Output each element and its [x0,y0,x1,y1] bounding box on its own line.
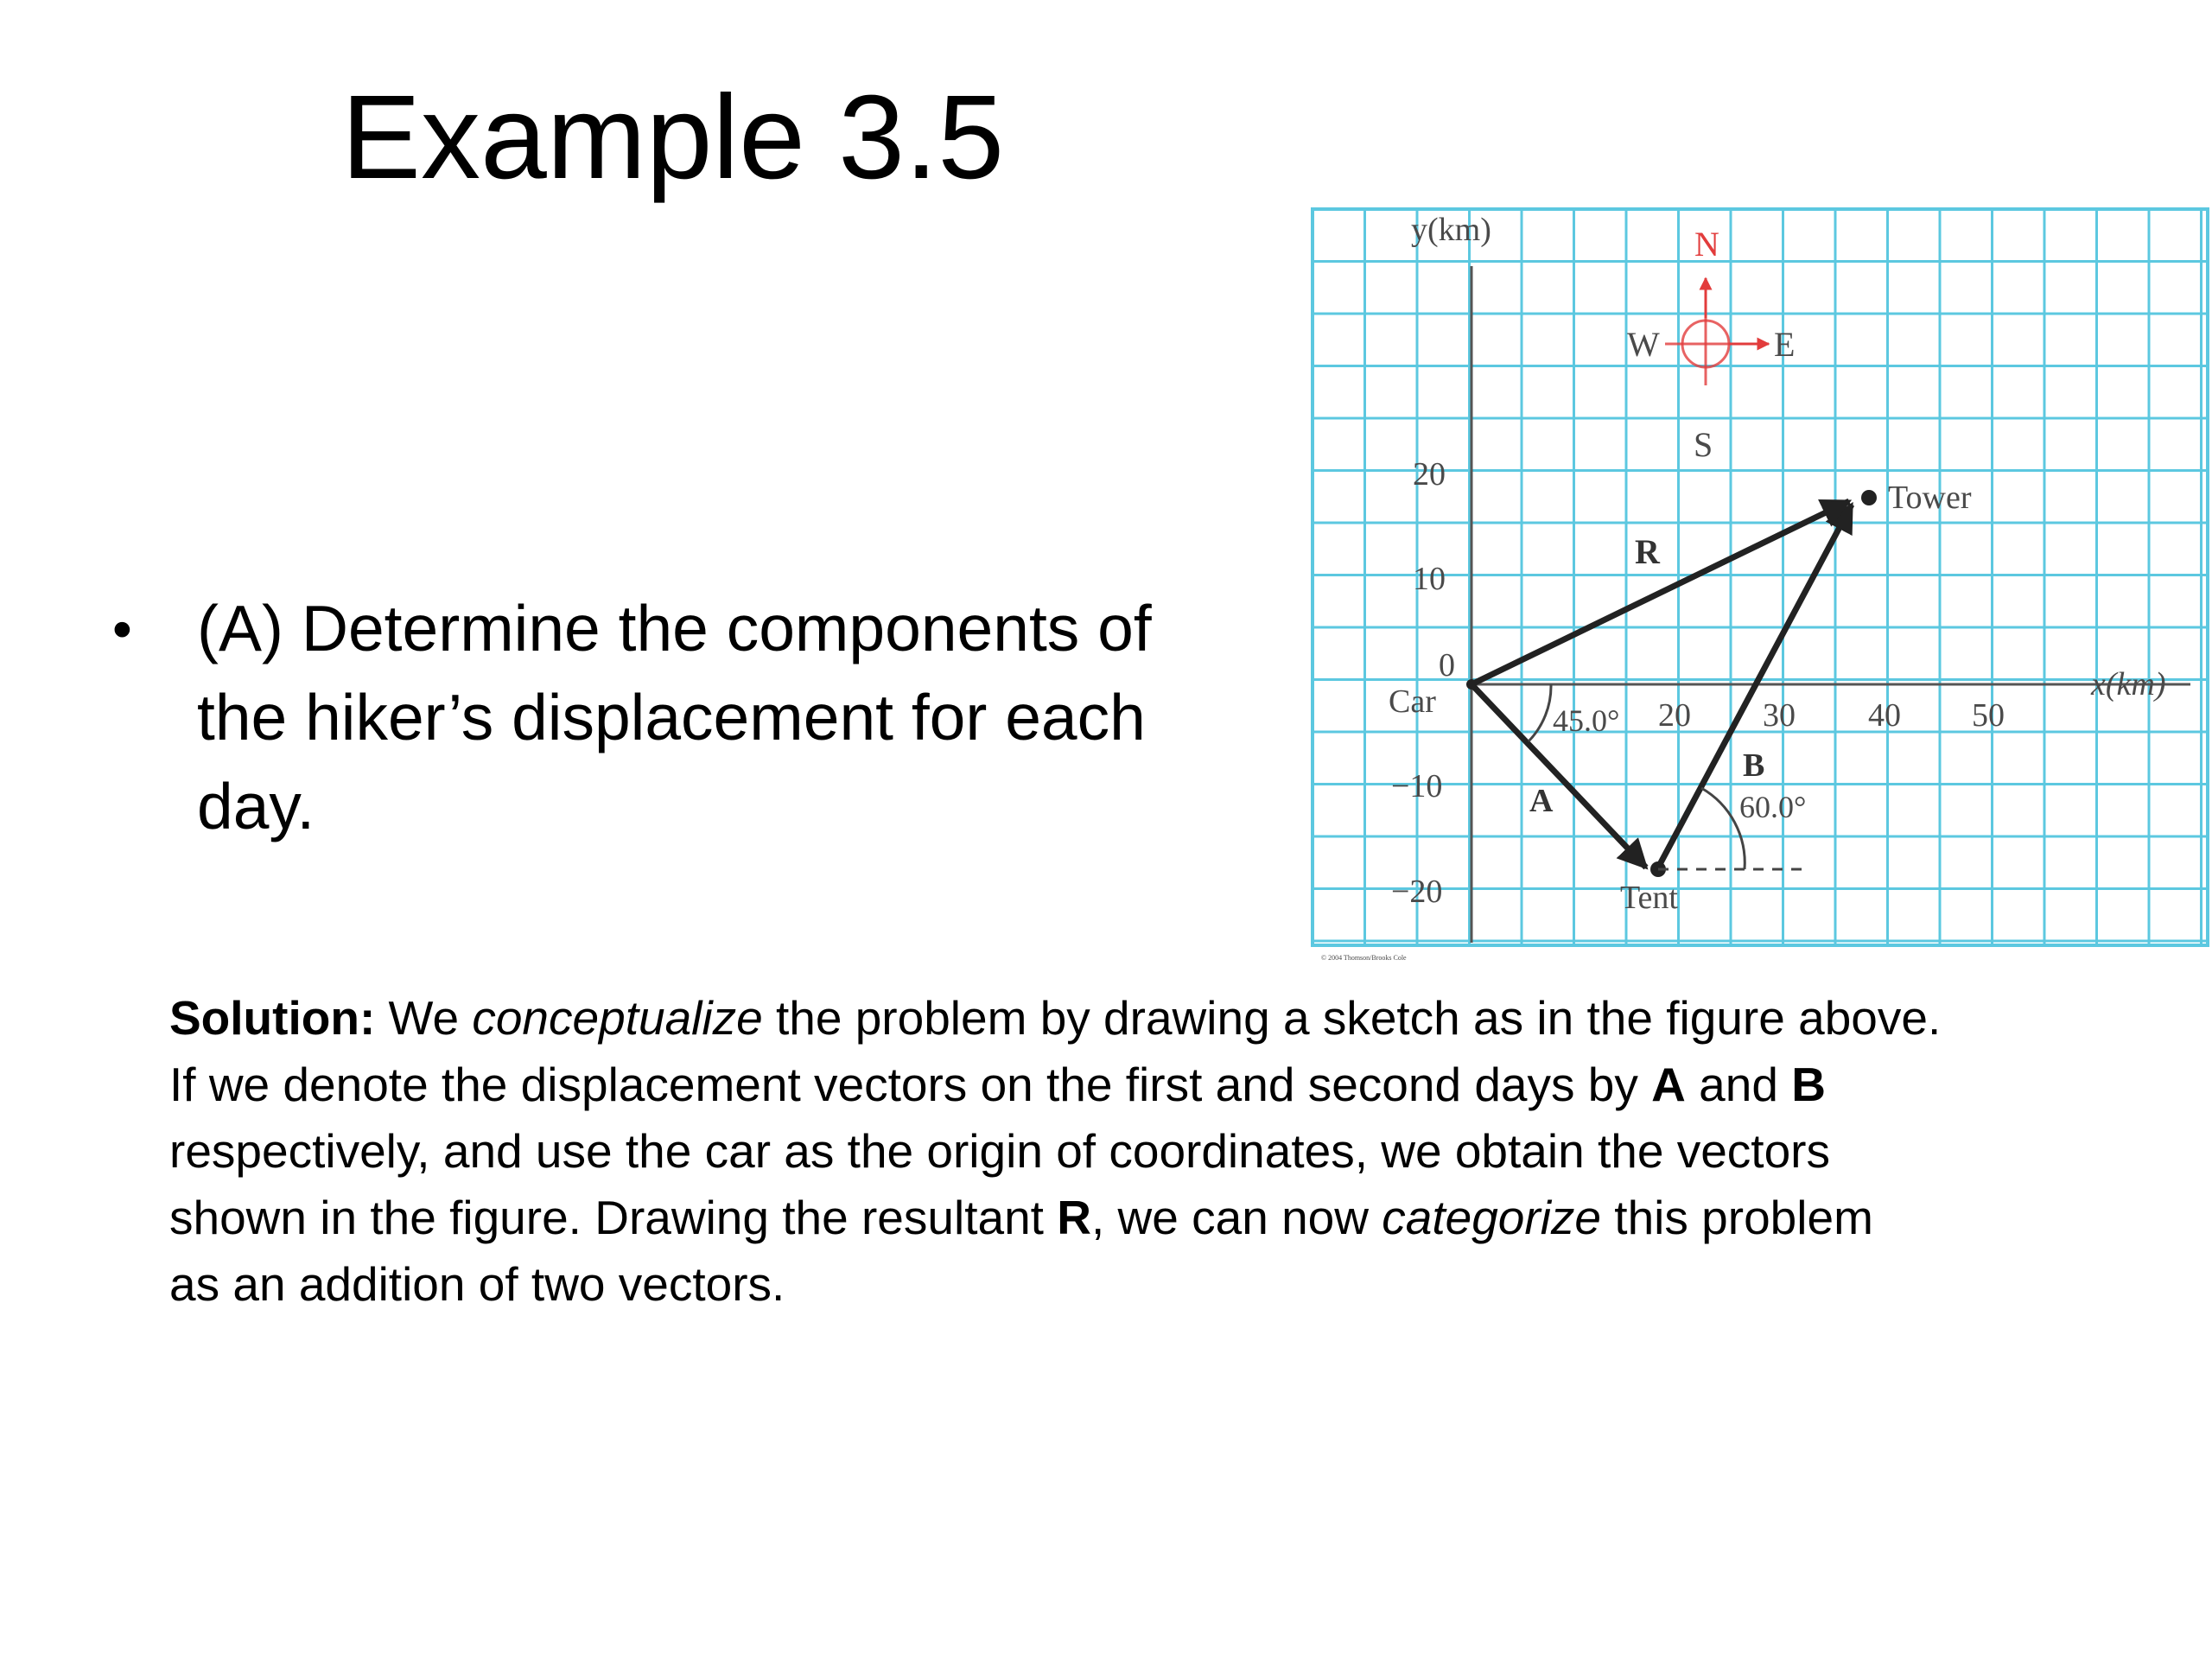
compass-w: W [1627,325,1660,364]
bullet-item [112,584,1262,851]
vector-label-r: R [1635,532,1660,571]
solution-line-2: If we denote the displacement vectors on the first and second days by A and B [169,1058,1826,1111]
point-label-tower: Tower [1888,480,1972,516]
vector-label-b: B [1743,747,1765,784]
y-tick-neg10: −10 [1391,768,1443,804]
grid [1313,209,2208,945]
y-tick-20: 20 [1413,456,1446,493]
compass-s: S [1694,425,1713,464]
solution-line-1: Solution: We conceptualize the problem by drawing a sketch as in the figure above. [169,991,1942,1045]
x-tick-40: 40 [1868,697,1901,734]
solution-line-5: as an addition of two vectors. [169,1257,785,1311]
bullet-line-1: (A) Determine the components of [197,592,1152,664]
bullet-line-2: the hiker’s displacement for each [197,681,1146,753]
solution-label: Solution: [169,991,376,1045]
y-tick-10: 10 [1413,561,1446,597]
tower-point [1861,490,1877,505]
point-label-tent: Tent [1620,880,1678,916]
y-tick-neg20: −20 [1391,874,1443,910]
solution-line-4: shown in the figure. Drawing the resultant R, we can now categorize this problem [169,1191,1873,1244]
slide-title: Example 3.5 [341,71,1005,204]
y-tick-0: 0 [1439,647,1455,683]
car-point [1466,679,1477,690]
angle-label-b: 60.0° [1739,790,1807,824]
compass-n: N [1694,225,1719,264]
solution-text [169,985,2183,1318]
vector-figure [1309,204,2212,964]
bullet-dot: • [112,597,132,660]
compass-e: E [1774,325,1796,364]
angle-arc-b [1701,788,1745,869]
solution-line-3: respectively, and use the car as the origin of coordinates, we obtain the vectors [169,1124,1830,1178]
bullet-line-3: day. [197,770,315,842]
vector-label-a: A [1529,783,1554,819]
y-axis-label: y(km) [1411,212,1491,248]
x-tick-30: 30 [1763,697,1796,734]
grid-border [1313,209,2208,945]
vector-r [1471,501,1849,684]
x-tick-20: 20 [1658,697,1691,734]
x-tick-50: 50 [1972,697,2005,734]
angle-label-a: 45.0° [1553,703,1620,738]
vector-diagram [1309,204,2212,964]
origin-label-car: Car [1389,683,1436,720]
x-axis-label: x(km) [2091,666,2166,702]
bullet-list [112,584,1262,851]
copyright-text: © 2004 Thomson/Brooks Cole [1321,954,1407,962]
